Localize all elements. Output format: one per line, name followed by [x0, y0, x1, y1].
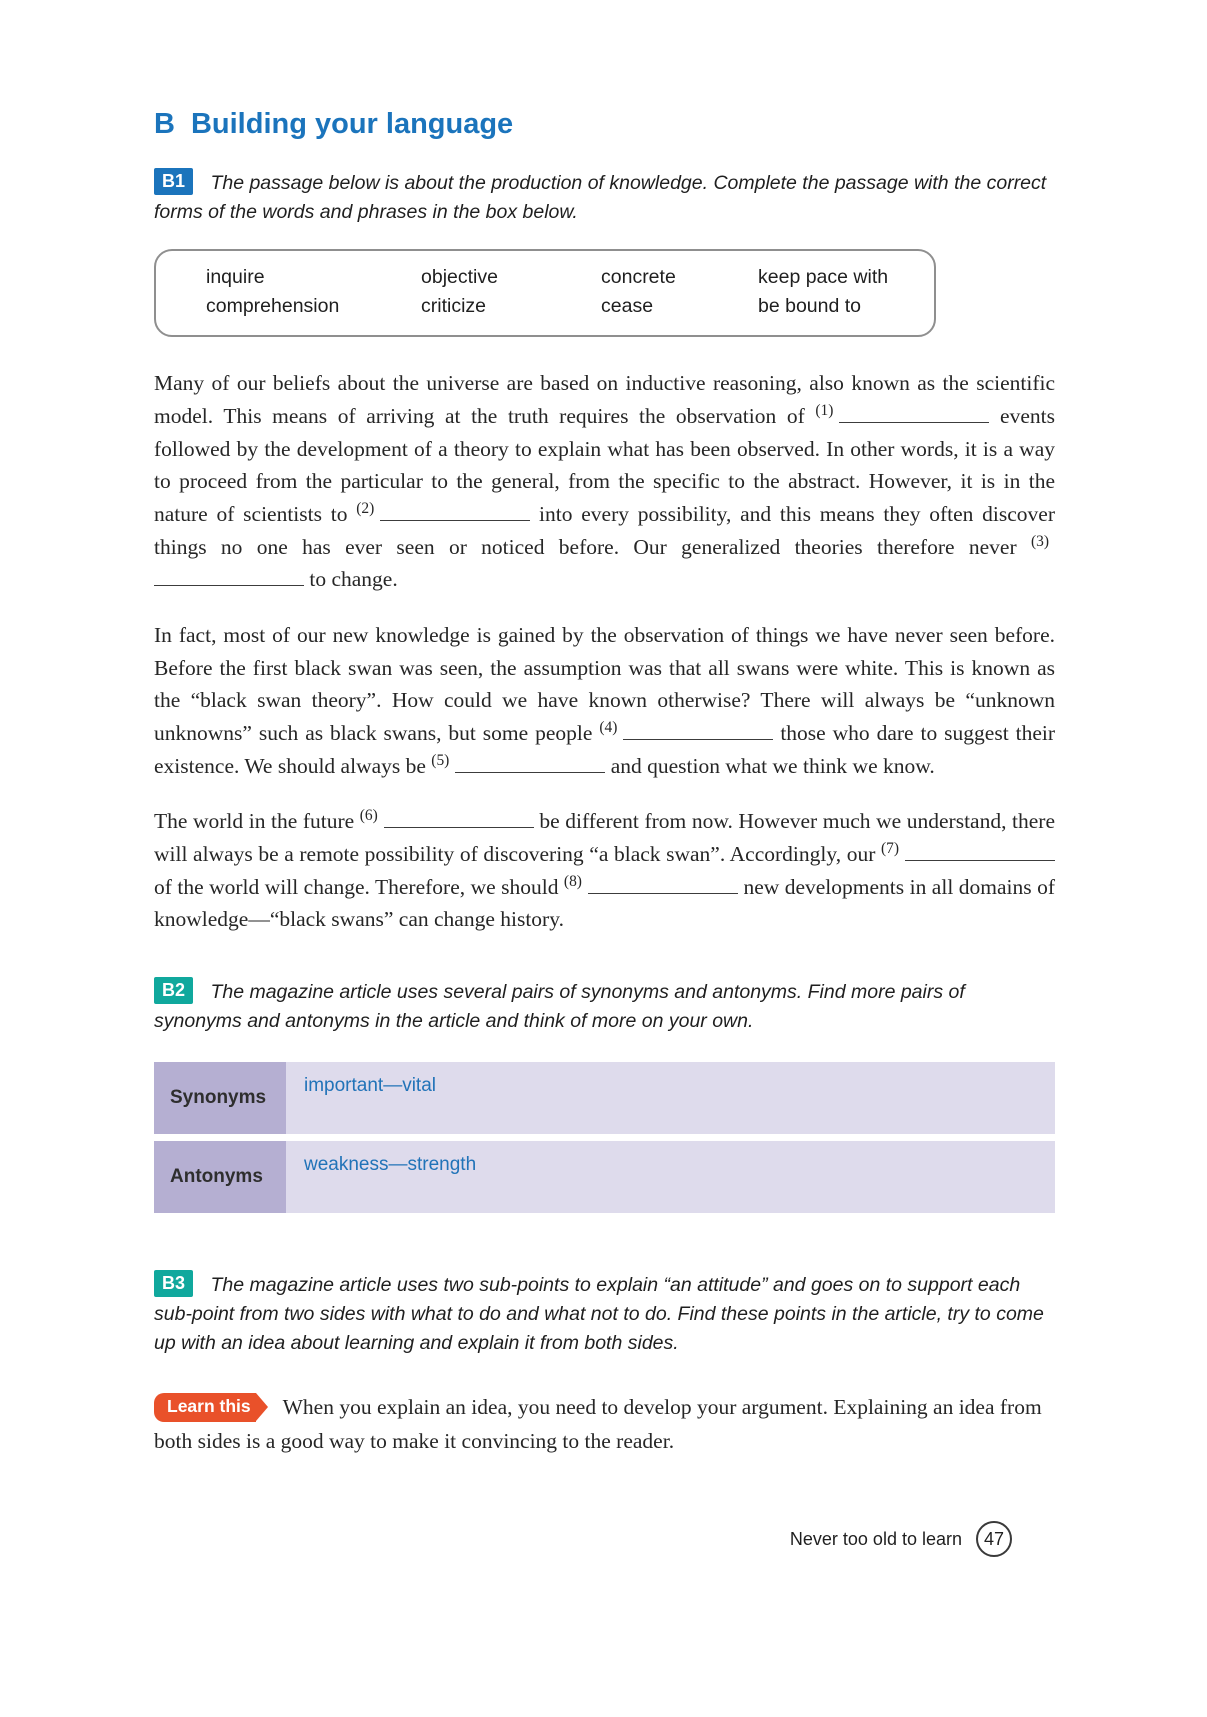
- table-row: [154, 1141, 1055, 1213]
- page-number-badge: 47: [976, 1521, 1012, 1557]
- word-bank-item: keep pace with: [758, 265, 889, 288]
- footer-motto: Never too old to learn: [789, 1528, 962, 1549]
- section-heading: [154, 108, 1055, 141]
- fill-in-blank-2: [380, 520, 530, 521]
- section-letter: B: [154, 108, 175, 140]
- row-value-synonyms: important—vital: [286, 1062, 1055, 1134]
- b2-instruction: [154, 978, 1055, 1036]
- blank-number: (8): [563, 872, 582, 890]
- b1-tag: B1: [154, 168, 193, 195]
- fill-in-blank-5: [455, 772, 605, 773]
- blank-number: (3): [1030, 532, 1049, 550]
- word-bank-item: criticize: [421, 295, 487, 318]
- row-header-synonyms: Synonyms: [154, 1062, 286, 1134]
- b1-instruction-text: The passage below is about the production of knowledge. Complete the passage with the correct forms of the words and phrases in the box below.: [154, 172, 1047, 223]
- b2-instruction-text: The magazine article uses several pairs of synonyms and antonyms. Find more pairs of synonyms and antonyms in the article and think of more on your own.: [154, 981, 965, 1032]
- blank-number: (2): [356, 499, 375, 517]
- row-header-antonyms: Antonyms: [154, 1141, 286, 1213]
- word-bank-column: [758, 264, 924, 321]
- word-bank-item: be bound to: [758, 295, 862, 318]
- passage-paragraph: In fact, most of our new knowledge is gained by the observation of things we have never seen before. Before the first black swan was seen, the assumption was that all swans were white. This is known as the “black swan theory”. How could we have known otherwise? There will always be “unknown unknowns” such as black swans, but some people $^{(4)}$ those who dare to suggest their existence. We should always be $^{(5)}$ and question what we think we know.: [154, 623, 1055, 778]
- table-row: [154, 1062, 1055, 1134]
- blank-number: (1): [815, 401, 834, 419]
- word-bank-item: cease: [601, 295, 654, 318]
- word-bank-column: [206, 264, 421, 321]
- section-title: Building your language: [190, 108, 514, 140]
- learn-this-badge: [154, 1395, 268, 1419]
- fill-in-blank-6: [384, 827, 534, 828]
- word-bank-column: [421, 264, 601, 321]
- passage-paragraph: The world in the future $^{(6)}$ be different from now. However much we understand, there will always be a remote possibility of discovering “a black swan”. Accordingly, our $^{(7)}$ of the world will change. Therefore, we should $^{(8)}$ new developments in all domains of knowledge—“black swans” can change history.: [154, 807, 1055, 932]
- blank-number: (5): [431, 751, 450, 769]
- word-bank-item: concrete: [601, 265, 676, 288]
- blank-number: (4): [599, 718, 618, 736]
- learn-this-label: Learn this: [154, 1393, 256, 1422]
- b3-instruction: [154, 1271, 1055, 1358]
- b2-tag: B2: [154, 977, 193, 1004]
- fill-in-blank-8: [588, 893, 738, 894]
- b3-instruction-text: The magazine article uses two sub-points to explain “an attitude” and goes on to support each sub-point from two sides with what to do and what not to do. Find these points in the article, try to come up with an idea about learning and explain it from both sides.: [154, 1273, 1044, 1354]
- synonyms-antonyms-table: [154, 1062, 1055, 1213]
- fill-in-blank-1: [839, 422, 989, 423]
- learn-this-arrow-icon: [256, 1393, 268, 1421]
- b1-instruction: [154, 169, 1055, 227]
- row-value-antonyms: weakness—strength: [286, 1141, 1055, 1213]
- fill-in-blank-4: [623, 739, 773, 740]
- learn-this-text: When you explain an idea, you need to develop your argument. Explaining an idea from both sides is a good way to make it convincing to the reader.: [154, 1395, 1042, 1453]
- blank-number: (6): [359, 807, 378, 825]
- b3-tag: B3: [154, 1270, 193, 1297]
- blank-number: (7): [880, 839, 899, 857]
- word-bank-item: objective: [421, 265, 498, 288]
- word-bank-item: inquire: [206, 265, 265, 288]
- page-footer: [790, 1521, 1012, 1557]
- passage-paragraph: Many of our beliefs about the universe are based on inductive reasoning, also known as the scientific model. This means of arriving at the truth requires the observation of $^{(1)}$ events followed by the development of a theory to explain what has been observed. In other words, it is a way to proceed from the particular to the general, from the specific to the abstract. However, it is in the nature of scientists to $^{(2)}$ into every possibility, and this means they often discover things no one has ever seen or noticed before. Our generalized theories therefore never $^{(3)}$ to change.: [154, 371, 1055, 592]
- learn-this-paragraph: [154, 1391, 1055, 1458]
- fill-in-blank-3: [154, 585, 304, 586]
- word-bank-column: [601, 264, 758, 321]
- word-bank-box: [154, 249, 936, 338]
- fill-in-blank-7: [905, 860, 1055, 861]
- cloze-passage: [154, 367, 1055, 936]
- word-bank-item: comprehension: [206, 295, 340, 318]
